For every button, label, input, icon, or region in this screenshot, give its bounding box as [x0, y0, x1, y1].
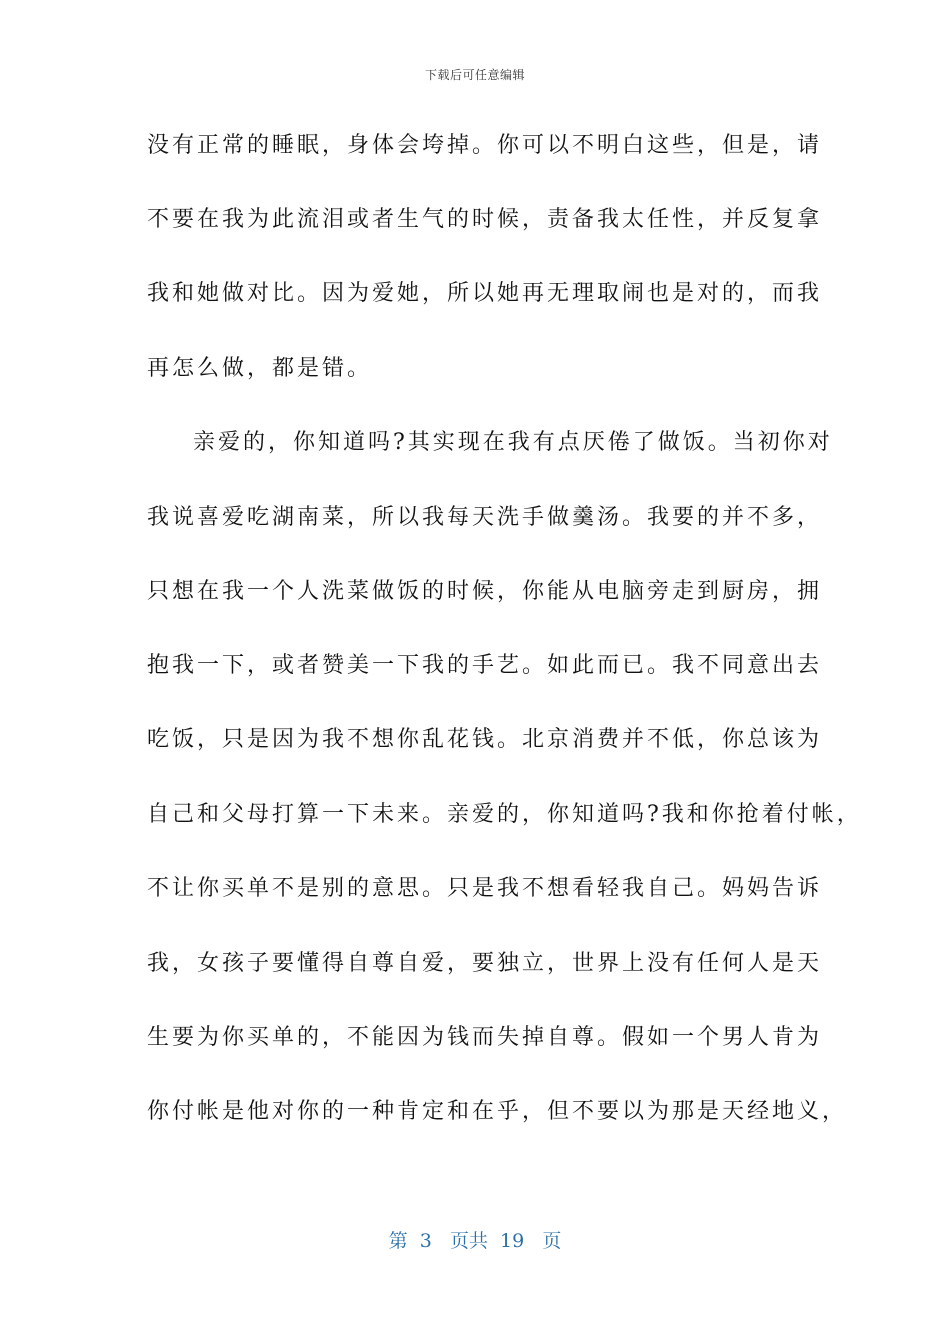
body-line-9: 吃饭，只是因为我不想你乱花钱。北京消费并不低，你总该为 [147, 727, 823, 752]
footer-prefix: 第 [388, 1230, 408, 1252]
body-line-13: 生要为你买单的，不能因为钱而失掉自尊。假如一个男人肯为 [147, 1025, 823, 1050]
body-line-5: 亲爱的，你知道吗?其实现在我有点厌倦了做饭。当初你对 [193, 430, 833, 455]
body-line-7: 只想在我一个人洗菜做饭的时候，你能从电脑旁走到厨房，拥 [147, 579, 823, 604]
body-line-6: 我说喜爱吃湖南菜，所以我每天洗手做羹汤。我要的并不多， [147, 505, 823, 530]
body-line-1: 没有正常的睡眠，身体会垮掉。你可以不明白这些，但是，请 [147, 133, 823, 158]
footer-current-page: 3 [419, 1230, 432, 1252]
footer-middle: 页共 [449, 1230, 488, 1252]
body-line-11: 不让你买单不是别的意思。只是我不想看轻我自己。妈妈告诉 [147, 876, 823, 901]
footer-total-pages: 19 [500, 1230, 525, 1252]
body-line-4: 再怎么做，都是错。 [147, 356, 373, 381]
body-line-8: 抱我一下，或者赞美一下我的手艺。如此而已。我不同意出去 [147, 653, 823, 678]
footer-suffix: 页 [542, 1230, 562, 1252]
page-footer [0, 1226, 950, 1253]
body-line-2: 不要在我为此流泪或者生气的时候，责备我太任性，并反复拿 [147, 207, 823, 232]
body-line-3: 我和她做对比。因为爱她，所以她再无理取闹也是对的，而我 [147, 281, 823, 306]
body-line-10: 自己和父母打算一下未来。亲爱的，你知道吗?我和你抢着付帐， [147, 802, 862, 827]
body-line-14: 你付帐是他对你的一种肯定和在乎，但不要以为那是天经地义， [147, 1099, 848, 1124]
body-line-12: 我，女孩子要懂得自尊自爱，要独立，世界上没有任何人是天 [147, 951, 823, 976]
page-header: 下载后可任意编辑 [424, 68, 525, 82]
